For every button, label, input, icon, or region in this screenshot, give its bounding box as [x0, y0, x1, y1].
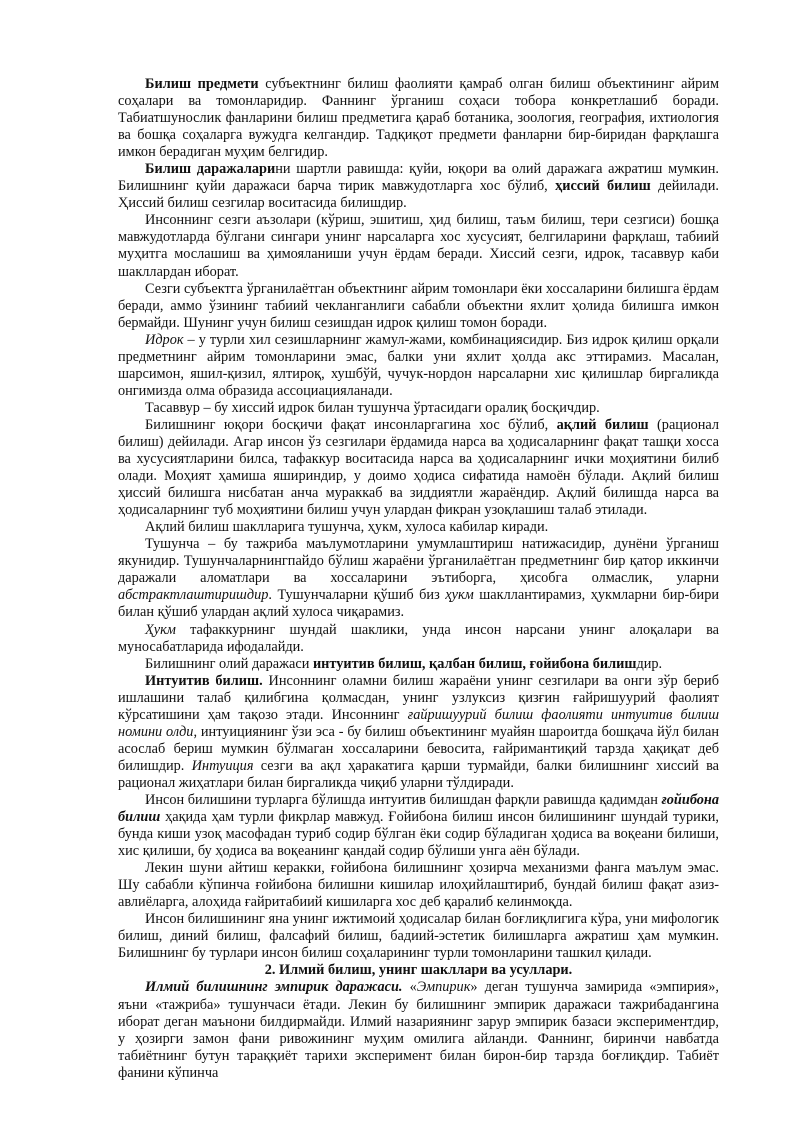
paragraph: [118, 332, 719, 400]
paragraph: [118, 76, 719, 161]
text-run: Сезги субъектга ўрганилаётган объектнинг айрим томонлари ёки хоссаларини билишга ёрдам беради, аммо ўзининг табиий чекланганлиги сабабли объектни яхлит ҳолида билишга имкон бермайди. Шунинг учун билиш сезишдан идрок қилиш томон боради.: [118, 280, 719, 331]
text-run: Ақлий билиш шаклларига тушунча, ҳукм, хулоса кабилар киради.: [145, 519, 549, 536]
text-run: Инсоннинг сезги аъзолари (кўриш, эшитиш, ҳид билиш, таъм билиш, тери сезгиси) бошқа мавжудотларда бўлгани сингари унинг нарсаларга хос хусусият, белгиларини фарқлаш, табиий муҳитга мослашиш ва ҳимояланиши учун ёрдам беради. Хиссий сезги, идрок, тасаввур каби шакллардан иборат.: [118, 212, 719, 280]
text-run: субъектнинг билиш фаолияти қамраб олган билиш объектининг айрим соҳалари ва томонларидир. Фаннинг ўрганиш соҳаси тобора конкретлашиб боради. Табиатшунослик фанларини билиш предметига қараб ботаника, зоология, география, ихтиология ва бошқа соҳаларга вужудга келгандир. Тадқиқот предмети фанларни бир-биридан фарқлашга имкон берадиган муҳим белгидир.: [118, 76, 719, 161]
emphasis: абстрактлаштиришдир: [118, 587, 269, 604]
text-run: Тасаввур – бу хиссий идрок билан тушунча ўртасидаги оралиқ босқичдир.: [145, 399, 600, 416]
text-run: ни шартли равишда: қуйи, юқори ва олий даражага ажратиш мумкин. Билишнинг қуйи даражаси барча тирик мавжудотларга хос бўлиб,: [118, 161, 719, 195]
paragraph: [118, 622, 719, 656]
body-text: [118, 76, 719, 962]
text-run: . Тушунчаларни қўшиб биз: [268, 587, 446, 604]
text-run: Инсон билишининг яна унинг ижтимоий ҳодисалар билан боғлиқлигига кўра, уни мифологик билиш, диний билиш, фалсафий билиш, бадиий-эстетик билишларга ажратиш ҳам мумкин. Билишнинг бу турлари инсон билиш соҳаларининг турли томонларини ташкил қилади.: [118, 911, 719, 962]
emphasis: [145, 979, 402, 995]
paragraph: [118, 792, 719, 860]
text-run: Инсон билишини турларга бўлишда интуитив билишдан фарқли равишда қадимдан: [145, 791, 662, 808]
emphasis: ақлий билиш: [556, 416, 649, 433]
emphasis: ғайришуурий билиш фаолияти интуитив билиш номини олди: [118, 706, 719, 740]
text-run: Инсоннинг оламни билиш жараёни унинг сезгилари ва онги зўр бериб ишлашини талаб қилибгина қолмасдан, унинг узлуксиз қизғин ғайришуурий фаолият кўрсатишини ҳам тақозо этади. Инсоннинг: [118, 672, 719, 723]
emphasis: Идрок: [145, 331, 184, 348]
text-run: Билишнинг олий даражаси: [145, 655, 313, 672]
text-run: дир.: [636, 655, 663, 672]
paragraph: [118, 281, 719, 332]
text-run: Тушунча – бу тажриба маълумотларини умумлаштириш натижасидир, дунёни ўрганиш якунидир. Тушунчаларнингпайдо бўлиш жараёни ўрганилаётган предметнинг бир қатор иккинчи даражали аломатлари ва хоссаларини эътиборга, ҳисобга олмаслик, уларни: [118, 536, 719, 587]
emphasis: ҳиссий билиш: [555, 178, 651, 195]
text-run: – у турли хил сезишларнинг жамул-жами, комбинациясидир. Биз идрок қилиш орқали предметнинг айрим томонларини эмас, балки уни яхлит ҳолда акс эттирамиз. Масалан, шарсимон, яшил-қизил, ялтироқ, хушбўй, чучук-нордон нарсаларни хис қилишлар биргаликда онгимизда олма образида ассоциацияланади.: [118, 331, 719, 399]
emphasis: интуитив билиш, қалбан билиш, ғойибона билиш: [312, 655, 637, 672]
text-run: дейилади. Ҳиссий билиш сезгилар воситасида билишдир.: [118, 178, 719, 212]
emphasis: Интуитив билиш.: [145, 672, 263, 689]
emphasis: Илмий билишнинг эмпирик даражаси.: [145, 979, 403, 996]
paragraph: [118, 400, 719, 417]
paragraph: [118, 656, 719, 673]
text-run: шакллантирамиз, ҳукмларни бир-бири билан қўшиб улардан ақлий хулоса чиқарамиз.: [118, 587, 720, 621]
paragraph: [118, 161, 719, 212]
emphasis: Эмпирик: [416, 979, 471, 996]
emphasis: Ҳукм: [145, 621, 176, 638]
emphasis: Интуиция: [191, 757, 254, 774]
text-run: , интуициянинг ўзи эса - бу билиш объектининг муайян шароитда бошқача йўл билан асослаб бериш мумкин бўлмаган хоссаларини бевосита, ғайримантиқий тарзда ҳақиқат деб билишдир.: [118, 723, 719, 774]
text-run: тафаккурнинг шундай шаклики, унда инсон нарсани унинг алоқалари ва муносабатларида ифодалайди.: [118, 621, 719, 655]
emphasis: Билиш даражалари: [145, 161, 276, 178]
text-run: Лекин шуни айтиш керакки, ғойибона билишнинг ҳозирча механизми фанга маълум эмас. Шу сабабли кўпинча ғойибона билишни кишилар илоҳийлаштириб, бундай билиш фақат азиз-авлиёларга, алоҳида ғайритабиий кишиларга хос деб қаралиб келинмоқда.: [118, 860, 719, 911]
emphasis: ғойибона билиш: [118, 791, 719, 826]
paragraph: [118, 860, 719, 911]
paragraph: [118, 212, 719, 280]
paragraph: [118, 979, 719, 1081]
paragraph: [118, 673, 719, 792]
section-heading: 2. Илмий билиш, унинг шакллари ва усуллари.: [264, 962, 573, 979]
emphasis: Билиш предмети: [145, 76, 259, 92]
text-run: » деган тушунча замирида «эмпирия», яъни «тажриба» тушунчаси ётади. Лекин бу билишнинг эмпирик даражаси тажрибадангина иборат деган маънони билдирмайди. Илмий назариянинг зарур эмпирик базаси экспериментдир, у ҳозирги замон фани ривожининг муҳим омилига айланди. Фаннинг, биринчи навбатда табиётнинг бутун тараққиёт тарихи эксперимент билан бирон-бир тарзда боғлиқдир. Табиёт фанини кўпинча: [118, 979, 719, 1081]
text-run: «: [402, 979, 417, 996]
text-run: (рационал билиш) дейилади. Агар инсон ўз сезгилари ёрдамида нарса ва ҳодисаларнинг фақат ташқи хосса ва хусусиятларини билса, тафаккур воситасида нарса ва ҳодисаларнинг ички моҳиятини билиб олади. Моҳият ҳамиша яшириндир, у доимо ҳодиса сифатида намоён бўлади. Ақлий билиш ҳиссий билишга нисбатан анча мураккаб ва зиддиятли жараёндир. Ақлий билишда нарса ва ҳодисаларнинг туб моҳиятини билиш учун улардан фикран узоқлашиш талаб этилади.: [118, 416, 720, 519]
paragraph: [118, 519, 719, 536]
emphasis: ҳукм: [445, 587, 474, 604]
text-run: ҳақида ҳам турли фикрлар мавжуд. Ғойибона билиш инсон билишининг шундай турики, бунда киши узоқ масофадан туриб содир бўлган ёки содир бўладиган ҳодиса ва воқеани билиши, хис қилиши, бу ҳодиса ва воқеанинг қандай содир бўлиши унга аён бўлади.: [118, 809, 719, 860]
body-text-continued: [118, 979, 719, 1081]
text-run: Билишнинг юқори босқичи фақат инсонларгагина хос бўлиб,: [145, 416, 557, 433]
paragraph: [118, 911, 719, 962]
paragraph: [118, 536, 719, 621]
text-run: сезги ва ақл ҳаракатига қарши турмайди, балки билишнинг хиссий ва рационал жиҳатлари билан биргаликда чиқиб уларни тўлдиради.: [118, 757, 719, 791]
paragraph: [118, 417, 719, 519]
